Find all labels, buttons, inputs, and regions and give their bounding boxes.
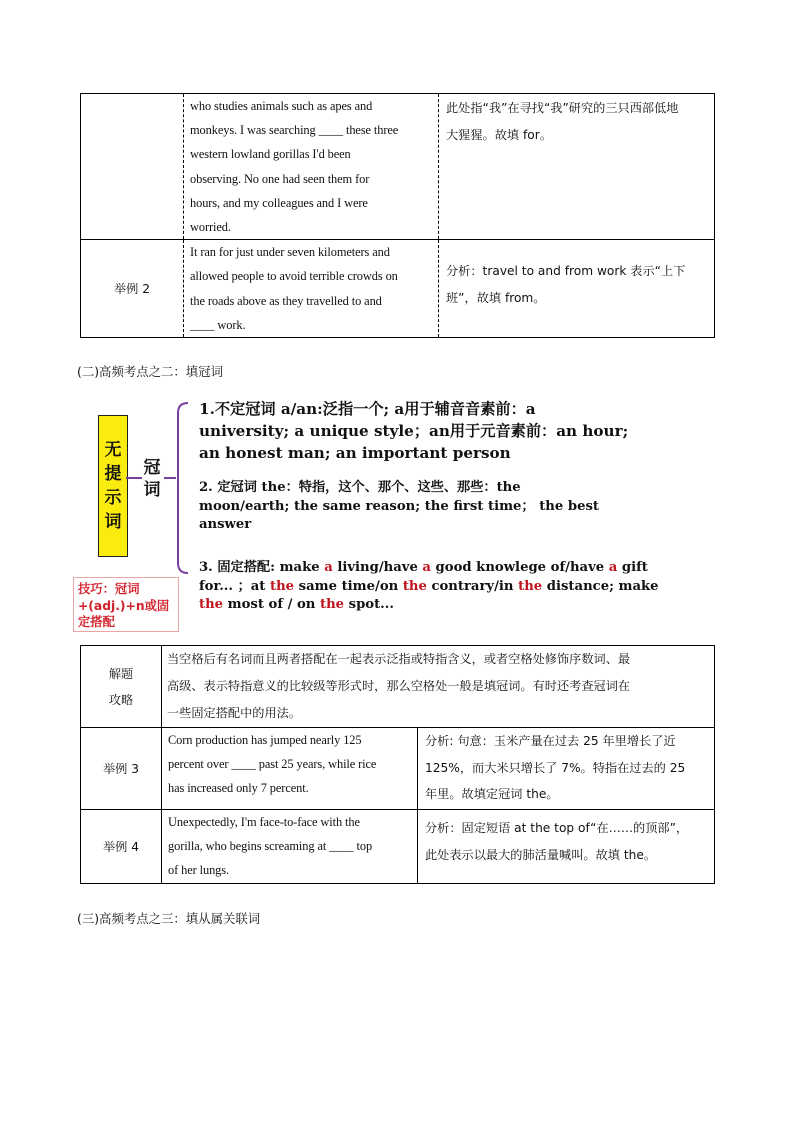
highlight: the (270, 578, 295, 594)
rule3-line (199, 578, 659, 597)
example-table-1 (80, 93, 715, 338)
row2-example-line: allowed people to avoid terrible crowds on (190, 269, 398, 284)
curly-bracket (178, 403, 188, 573)
row1-analysis-line: 此处指“我”在寻找“我”研究的三只西部低地 (446, 101, 679, 115)
ex3-analysis-line: 125%，而大米只增长了 7%。特指在过去的 25 (425, 760, 686, 775)
ex4-line: gorilla, who begins screaming at ____ top (168, 839, 373, 854)
row1-analysis-line: 大猩猩。故填 for。 (446, 128, 552, 142)
box-char: 示 (104, 488, 122, 508)
row2-analysis-cell (439, 240, 715, 338)
highlight: the (402, 578, 427, 594)
ex3-analysis-line: 分析: 句意：玉米产量在过去 25 年里增长了近 (425, 734, 676, 748)
highlight: the (518, 578, 543, 594)
strategy-label-line: 解题 (108, 666, 134, 681)
rule2-line: 2. 定冠词 the：特指，这个、那个、这些、那些：the (199, 480, 521, 495)
text: spot... (344, 597, 394, 612)
no-hint-word-box (98, 415, 128, 557)
article-label (141, 457, 163, 501)
ex4-line: of her lungs. (168, 863, 229, 878)
text: same time/on (294, 578, 403, 594)
tip-line: 定搭配 (78, 615, 115, 629)
tip-line: 技巧：冠词 (78, 582, 140, 596)
ex4-line: Unexpectedly, I'm face-to-face with the (168, 815, 360, 829)
rule1-line: 1.不定冠词 a/an:泛指一个; a用于辅音音素前：a (199, 400, 536, 418)
text: good knowlege of/have (430, 560, 609, 575)
rule2-line: moon/earth; the same reason; the first time； the best (199, 498, 600, 514)
row1-example-line: worried. (190, 220, 231, 235)
strategy-line: 一些固定搭配中的用法。 (167, 706, 302, 720)
highlight: the (319, 597, 345, 612)
row1-example-cell (184, 94, 439, 240)
row1-example-line: western lowland gorillas I'd been (190, 147, 351, 162)
text: 3. 固定搭配: make (199, 560, 325, 575)
ex3-line: Corn production has jumped nearly 125 (168, 733, 362, 747)
tip-box (73, 577, 179, 632)
strategy-label-cell (81, 646, 162, 728)
rule1-line: university; a unique style；an用于元音素前：an hour; (199, 422, 629, 440)
box-char: 词 (104, 512, 122, 532)
ex3-line: percent over ____ past 25 years, while rice (168, 757, 377, 772)
ex3-text-cell (162, 728, 418, 810)
box-char: 提 (104, 464, 122, 484)
ex4-analysis-cell (418, 810, 715, 884)
highlight: the (199, 597, 224, 612)
ex4-label-cell (81, 810, 162, 884)
box-char: 无 (104, 440, 122, 460)
text: most of / on (223, 597, 320, 612)
fixed-collocation-rule (199, 559, 659, 615)
row1-example-line: hours, and my colleagues and I were (190, 195, 368, 210)
highlight: a (324, 560, 333, 575)
row2-label: 举例 2 (113, 282, 150, 297)
text: gift (617, 560, 648, 575)
row1-example-line: who studies animals such as apes and (190, 99, 373, 113)
strategy-line: 当空格后有名词而且两者搭配在一起表示泛指或特指含义，或者空格处修饰序数词、最 (167, 652, 631, 666)
indefinite-article-rule (199, 398, 628, 464)
article-char: 冠 (143, 458, 161, 478)
tip-line: +(adj.)+n或固 (78, 598, 170, 613)
section3-heading: (三)高频考点之三：填从属关联词 (77, 911, 261, 926)
example-table-2 (80, 645, 715, 884)
article-char: 词 (143, 480, 161, 500)
ex3-analysis-line: 年里。故填定冠词 the。 (425, 787, 559, 801)
row2-label-cell (81, 240, 184, 338)
row2-analysis-line: 班”，故填 from。 (446, 291, 546, 306)
row2-example-line: ____ work. (190, 317, 246, 332)
rule1-line: an honest man; an important person (199, 444, 511, 462)
text: contrary/in (426, 578, 519, 594)
section2-heading: (二)高频考点之二：填冠词 (77, 364, 223, 379)
row2-analysis-line: 分析：travel to and from work 表示“上下 (446, 264, 686, 279)
highlight: a (422, 560, 431, 575)
text: distance; make (542, 578, 659, 594)
ex3-analysis-cell (418, 728, 715, 810)
strategy-label-line: 攻略 (108, 692, 134, 707)
ex4-analysis-line: 此处表示以最大的肺活量喊叫。故填 the。 (425, 848, 657, 862)
text: living/have (332, 560, 423, 575)
ex3-label: 举例 3 (102, 762, 139, 776)
ex4-label: 举例 4 (102, 840, 139, 854)
ex4-analysis-line: 分析：固定短语 at the top of“在……的顶部”， (425, 821, 689, 835)
text: for... ；at (199, 578, 270, 594)
row1-example-line: monkeys. I was searching ____ these three (190, 123, 399, 138)
row1-analysis-cell (439, 94, 715, 240)
row1-example-line: observing. No one had seen them for (190, 171, 370, 186)
row2-example-line: It ran for just under seven kilometers and (190, 245, 390, 260)
rule2-line: answer (199, 517, 252, 532)
ex4-text-cell (162, 810, 418, 884)
rule3-line (199, 559, 659, 578)
row1-label-cell (81, 94, 184, 240)
rule3-line (199, 596, 659, 615)
row2-example-line: the roads above as they travelled to and (190, 293, 382, 308)
highlight: a (608, 560, 618, 575)
strategy-line: 高级、表示特指意义的比较级等形式时，那么空格处一般是填冠词。有时还考查冠词在 (167, 679, 631, 693)
ex3-label-cell (81, 728, 162, 810)
ex3-line: has increased only 7 percent. (168, 781, 309, 796)
strategy-text-cell (162, 646, 715, 728)
row2-example-cell (184, 240, 439, 338)
definite-article-rule (199, 479, 599, 535)
